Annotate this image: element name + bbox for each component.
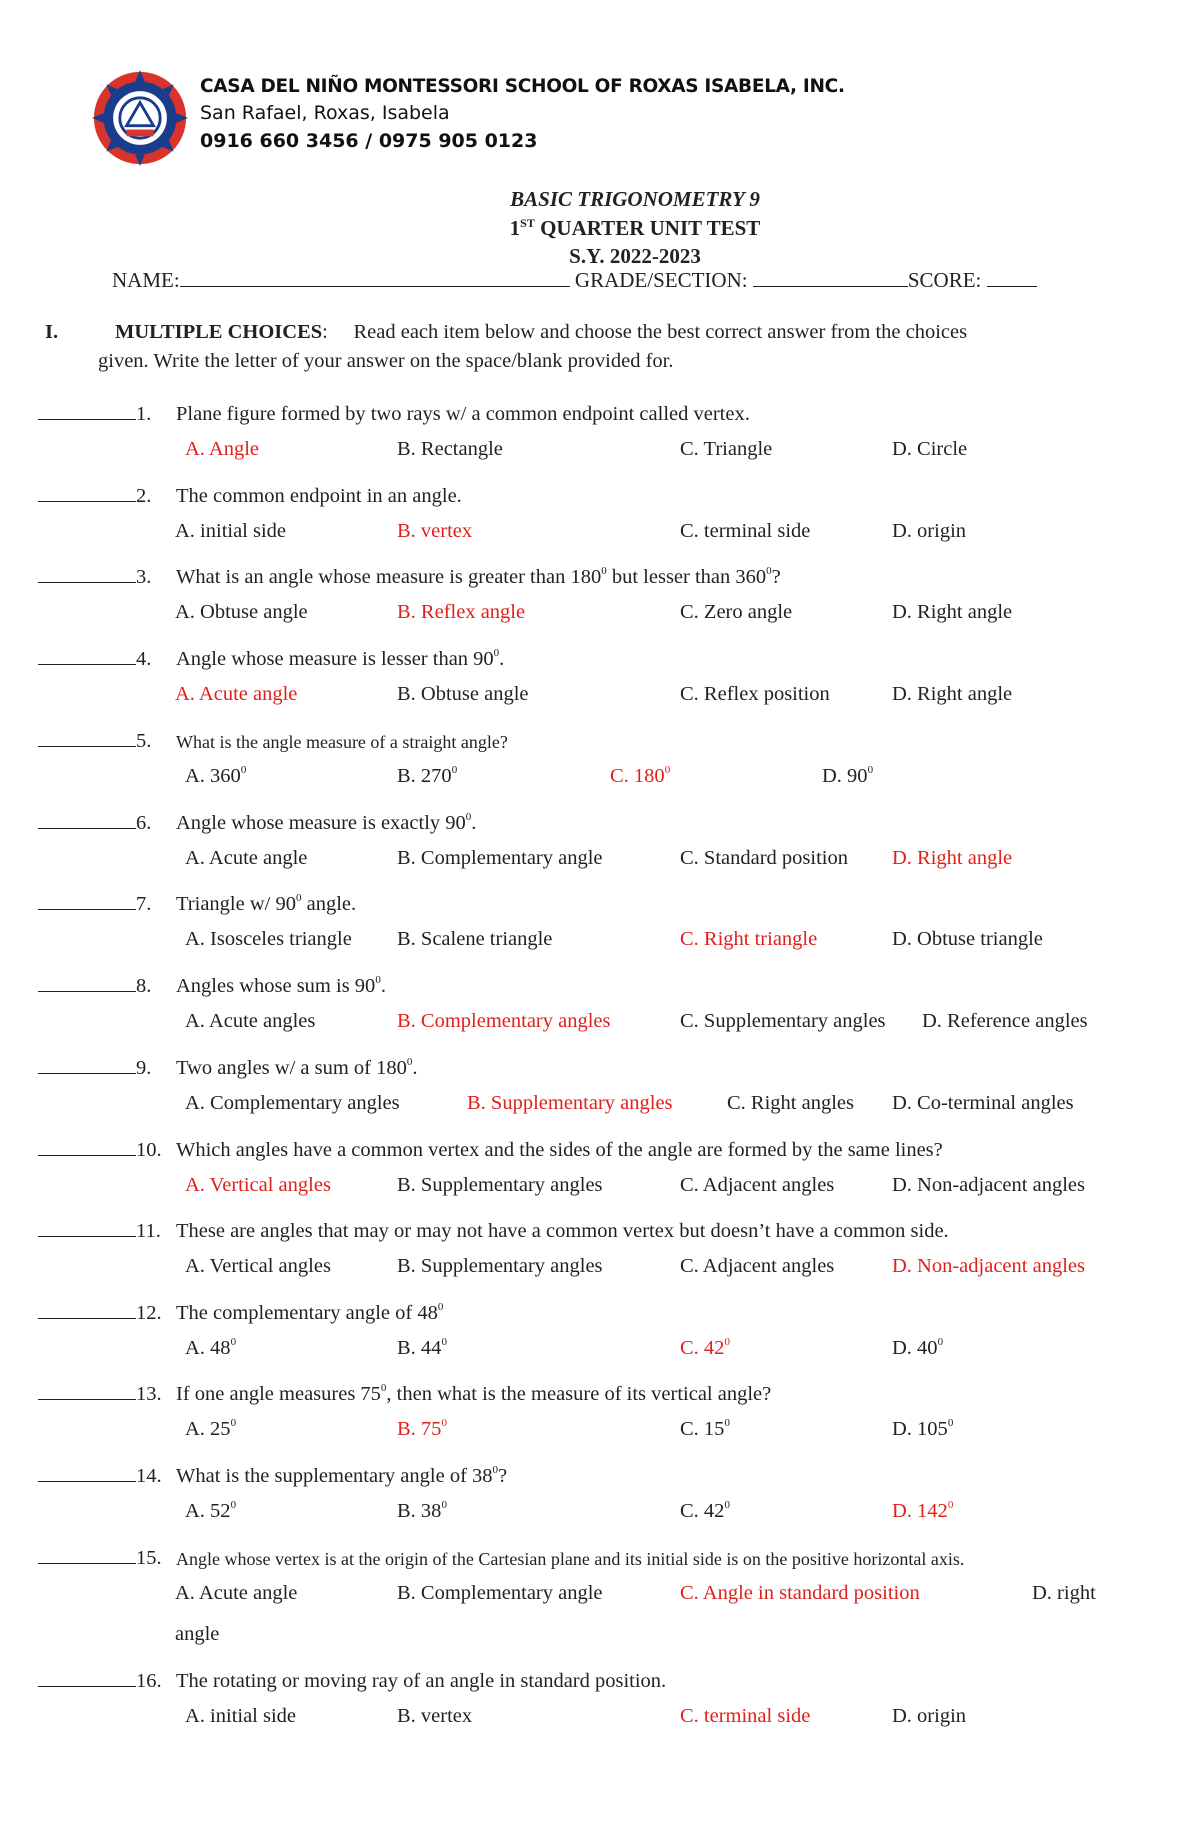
- answer-option: D. Obtuse triangle: [892, 928, 1043, 950]
- answer-option-correct: D. Right angle: [892, 847, 1013, 869]
- question-text: Angle whose vertex is at the origin of the Cartesian plane and its initial side is on the positive horizontal axis.: [176, 1549, 965, 1569]
- answer-option-correct: C. terminal side: [680, 1705, 811, 1727]
- question-number: 14.: [136, 1465, 162, 1487]
- answer-option-correct: C. Angle in standard position: [680, 1582, 920, 1604]
- exam-title-block: [0, 185, 1200, 271]
- answer-option: B. $44^0$: [397, 1336, 447, 1359]
- answer-option: C. Standard position: [680, 847, 848, 869]
- answer-option: A. $25^0$: [185, 1417, 237, 1440]
- answer-blank[interactable]: [38, 1304, 136, 1319]
- answer-option: C. Zero angle: [680, 601, 793, 623]
- school-name: CASA DEL NIÑO MONTESSORI SCHOOL OF ROXAS ISABELA, INC.: [200, 76, 845, 97]
- answer-option: A. Vertical angles: [185, 1255, 331, 1277]
- question-row: [38, 1139, 943, 1162]
- question-text: These are angles that may or may not have a common vertex but doesn’t have a common side.: [176, 1220, 949, 1242]
- question-number: 4.: [136, 648, 152, 670]
- question-row: [38, 647, 505, 671]
- question-row: [38, 1670, 667, 1693]
- answer-option-correct: A. Angle: [185, 438, 260, 460]
- question-row: [38, 1301, 444, 1325]
- answer-option: B. Complementary angle: [397, 847, 603, 869]
- answer-blank[interactable]: [38, 814, 136, 829]
- answer-option: C. Supplementary angles: [680, 1010, 886, 1032]
- answer-blank[interactable]: [38, 568, 136, 583]
- question-number: 5.: [136, 730, 152, 752]
- answer-option-correct: D. Non-adjacent angles: [892, 1255, 1085, 1277]
- answer-option: D. Right angle: [892, 601, 1013, 623]
- answer-option: C. $15^0$: [680, 1417, 730, 1440]
- question-text: The common endpoint in an angle.: [176, 485, 462, 507]
- answer-option: D. origin: [892, 520, 967, 542]
- question-row: [38, 1382, 772, 1406]
- answer-option: D. $40^0$: [892, 1336, 944, 1359]
- question-row: [38, 892, 357, 916]
- question-row: [38, 811, 477, 835]
- answer-option: B. $38^0$: [397, 1499, 447, 1522]
- school-year: S.Y. 2022-2023: [569, 244, 701, 269]
- question-row: [38, 1464, 508, 1488]
- answer-option: C. Adjacent angles: [680, 1255, 835, 1277]
- section-number: I.: [45, 321, 59, 343]
- answer-option: C. Reflex position: [680, 683, 830, 705]
- answer-option: B. Rectangle: [397, 438, 503, 460]
- answer-option: B. Obtuse angle: [397, 683, 529, 705]
- school-seal-logo: [92, 70, 188, 166]
- answer-option: A. Acute angle: [175, 1582, 298, 1604]
- answer-blank[interactable]: [38, 1549, 136, 1564]
- question-text: What is an angle whose measure is greater than $180^0$ but lesser than $360^0$?: [176, 565, 781, 588]
- answer-option: B. Supplementary angles: [397, 1174, 603, 1196]
- question-number: 13.: [136, 1383, 162, 1405]
- question-text: If one angle measures $75^0$, then what is the measure of its vertical angle?: [176, 1382, 772, 1405]
- school-header: [200, 74, 845, 155]
- student-info-line: [112, 268, 1037, 293]
- answer-option: angle: [175, 1623, 220, 1645]
- question-number: 11.: [136, 1220, 161, 1242]
- question-row: [38, 1547, 965, 1570]
- answer-blank[interactable]: [38, 1672, 136, 1687]
- answer-option: C. terminal side: [680, 520, 811, 542]
- answer-option: C. Triangle: [680, 438, 773, 460]
- answer-option: A. Acute angle: [185, 847, 308, 869]
- name-label: NAME:: [112, 268, 180, 292]
- question-text: Angles whose sum is $90^0$.: [176, 974, 386, 997]
- question-number: 3.: [136, 566, 152, 588]
- answer-option-correct: D. $142^0$: [892, 1499, 954, 1522]
- section-colon: :: [322, 321, 328, 343]
- question-number: 1.: [136, 403, 152, 425]
- answer-option: A. Complementary angles: [185, 1092, 400, 1114]
- question-row: [38, 1056, 418, 1080]
- answer-blank[interactable]: [38, 1385, 136, 1400]
- answer-option-correct: B. Complementary angles: [397, 1010, 611, 1032]
- answer-option-correct: C. Right triangle: [680, 928, 818, 950]
- question-row: [38, 1220, 949, 1243]
- answer-option: A. Acute angles: [185, 1010, 316, 1032]
- answer-blank[interactable]: [38, 732, 136, 747]
- question-number: 16.: [136, 1670, 162, 1692]
- answer-option-correct: B. Reflex angle: [397, 601, 526, 623]
- question-number: 6.: [136, 812, 152, 834]
- quarter-suffix: ST: [520, 215, 535, 230]
- answer-option-correct: A. Vertical angles: [185, 1174, 331, 1196]
- answer-blank[interactable]: [38, 405, 136, 420]
- question-text: What is the angle measure of a straight angle?: [176, 732, 508, 752]
- answer-option: D. $90^0$: [822, 764, 874, 787]
- section-instructions: [45, 318, 1125, 376]
- question-text: Two angles w/ a sum of $180^0$.: [176, 1056, 418, 1079]
- question-number: 8.: [136, 975, 152, 997]
- answer-option: C. $42^0$: [680, 1499, 730, 1522]
- answer-option: D. right: [1032, 1582, 1096, 1604]
- question-text: Angle whose measure is exactly $90^0$.: [176, 811, 477, 834]
- answer-option: D. $105^0$: [892, 1417, 954, 1440]
- question-number: 2.: [136, 485, 152, 507]
- answer-option-correct: B. $75^0$: [397, 1417, 447, 1440]
- answer-option: D. Circle: [892, 438, 968, 460]
- answer-blank[interactable]: [38, 1141, 136, 1156]
- score-label: SCORE:: [907, 268, 982, 292]
- question-number: 12.: [136, 1302, 162, 1324]
- question-text: Triangle w/ $90^0$ angle.: [176, 892, 357, 915]
- school-address: San Rafael, Roxas, Isabela: [200, 102, 450, 125]
- grade-label: GRADE/SECTION:: [574, 268, 748, 292]
- question-row: [38, 565, 781, 589]
- answer-option: A. $48^0$: [185, 1336, 237, 1359]
- question-number: 7.: [136, 893, 152, 915]
- answer-blank[interactable]: [38, 977, 136, 992]
- question-number: 10.: [136, 1139, 162, 1161]
- answer-option: C. Adjacent angles: [680, 1174, 835, 1196]
- answer-option-correct: B. Supplementary angles: [467, 1092, 673, 1114]
- answer-option: D. Reference angles: [922, 1010, 1088, 1032]
- answer-option: D. Non-adjacent angles: [892, 1174, 1085, 1196]
- answer-blank[interactable]: [38, 487, 136, 502]
- question-row: [38, 485, 462, 508]
- answer-option: D. origin: [892, 1705, 967, 1727]
- question-row: [38, 974, 386, 998]
- answer-option: B. $270^0$: [397, 764, 458, 787]
- question-number: 9.: [136, 1057, 152, 1079]
- answer-blank[interactable]: [38, 650, 136, 665]
- instruction-line-1: Read each item below and choose the best correct answer from the choices: [353, 321, 968, 343]
- answer-option: A. Obtuse angle: [175, 601, 308, 623]
- grade-section-field[interactable]: [753, 270, 908, 287]
- question-text: The rotating or moving ray of an angle in standard position.: [176, 1670, 667, 1692]
- answer-option-correct: A. Acute angle: [175, 683, 298, 705]
- question-row: [38, 730, 508, 753]
- answer-option: D. Right angle: [892, 683, 1013, 705]
- answer-option: C. Right angles: [727, 1092, 854, 1114]
- question-text: Plane figure formed by two rays w/ a common endpoint called vertex.: [176, 403, 750, 425]
- school-phone: 0916 660 3456 / 0975 905 0123: [200, 129, 538, 152]
- quarter-number: 1: [509, 215, 521, 240]
- answer-option: A. $360^0$: [185, 764, 247, 787]
- answer-blank[interactable]: [38, 1059, 136, 1074]
- answer-option: A. initial side: [175, 520, 287, 542]
- section-title: MULTIPLE CHOICES: [115, 321, 323, 343]
- name-field[interactable]: [180, 270, 570, 287]
- question-text: Angle whose measure is lesser than $90^0$.: [176, 647, 505, 670]
- answer-blank[interactable]: [38, 1222, 136, 1237]
- question-number: 15.: [136, 1547, 162, 1569]
- answer-blank[interactable]: [38, 1467, 136, 1482]
- answer-option: B. Complementary angle: [397, 1582, 603, 1604]
- answer-option: B. Supplementary angles: [397, 1255, 603, 1277]
- answer-blank[interactable]: [38, 895, 136, 910]
- answer-option: B. vertex: [397, 1705, 473, 1727]
- answer-option-correct: C. $42^0$: [680, 1336, 730, 1359]
- exam-quarter: [0, 214, 1200, 243]
- score-field[interactable]: [987, 270, 1037, 287]
- question-text: What is the supplementary angle of $38^0$?: [176, 1464, 508, 1487]
- exam-subject: BASIC TRIGONOMETRY 9: [510, 187, 760, 211]
- question-text: Which angles have a common vertex and the sides of the angle are formed by the same lines?: [176, 1139, 943, 1161]
- answer-option: A. initial side: [185, 1705, 297, 1727]
- question-text: The complementary angle of $48^0$: [176, 1301, 444, 1324]
- answer-option: A. $52^0$: [185, 1499, 237, 1522]
- question-row: [38, 403, 750, 426]
- answer-option: A. Isosceles triangle: [185, 928, 352, 950]
- answer-option: B. Scalene triangle: [397, 928, 553, 950]
- answer-option-correct: C. $180^0$: [610, 764, 671, 787]
- quarter-label: QUARTER UNIT TEST: [534, 215, 761, 240]
- answer-option: D. Co-terminal angles: [892, 1092, 1074, 1114]
- answer-option-correct: B. vertex: [397, 520, 473, 542]
- instruction-line-2: given. Write the letter of your answer on the space/blank provided for.: [98, 350, 674, 373]
